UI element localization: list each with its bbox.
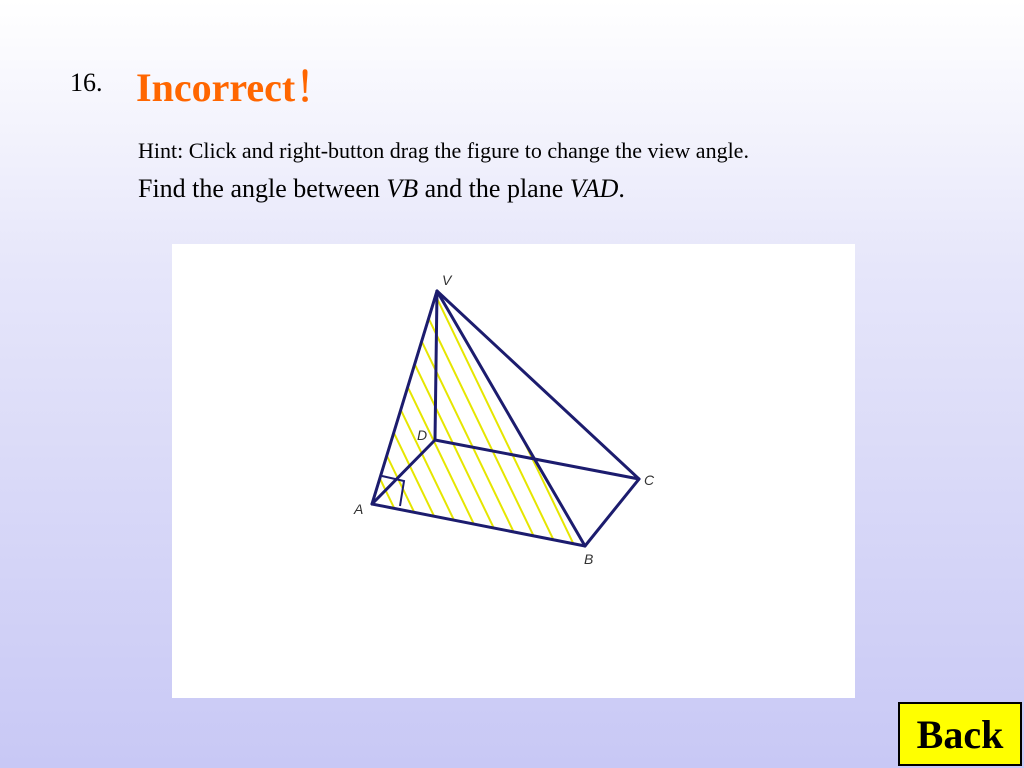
vertex-label-d: D [417, 427, 428, 443]
answer-feedback: Incorrect！ [136, 65, 336, 110]
vertex-label-b: B [584, 551, 594, 567]
line-name: VB [386, 174, 419, 203]
question-text [138, 174, 625, 204]
vertex-label-v: V [442, 272, 452, 288]
question-number: 16. [70, 68, 103, 97]
vertex-label-a: A [354, 501, 364, 517]
pyramid-3d-figure[interactable] [172, 244, 855, 698]
vertex-label-c: C [644, 472, 655, 488]
edge-vd [435, 291, 437, 440]
back-button[interactable]: Back [898, 702, 1022, 766]
pyramid-diagram[interactable] [172, 244, 855, 698]
hint-text: Hint: Click and right-button drag the figure to change the view angle. [138, 138, 749, 163]
edge-bc [585, 479, 639, 546]
question-middle: and the plane [418, 174, 570, 203]
question-suffix: . [618, 174, 625, 203]
plane-name: VAD [569, 174, 619, 203]
question-prefix: Find the angle between [138, 174, 387, 203]
